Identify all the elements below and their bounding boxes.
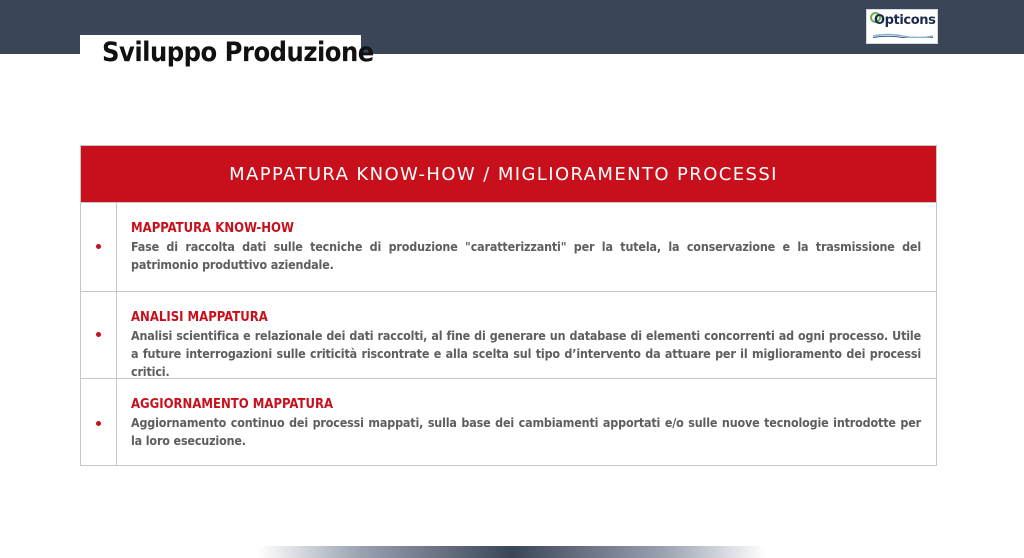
- row-description: Aggiornamento continuo dei processi mappati, sulla base dei cambiamenti apportati e/o sulle nuove tecnologie introdotte per la loro esecuzione.: [131, 415, 921, 448]
- row-title: ANALISI MAPPATURA: [131, 310, 268, 325]
- table-heading: MAPPATURA KNOW-HOW / MIGLIORAMENTO PROCESSI: [229, 163, 778, 185]
- row-title: AGGIORNAMENTO MAPPATURA: [131, 397, 334, 412]
- bullet-dot-icon: [96, 421, 101, 426]
- bullet-cell: [81, 292, 117, 378]
- table-row: [81, 378, 936, 466]
- bullet-dot-icon: [96, 332, 101, 337]
- row-title: MAPPATURA KNOW-HOW: [131, 221, 294, 236]
- content-cell: [117, 292, 936, 378]
- bullet-dot-icon: [96, 244, 101, 249]
- bullet-cell: [81, 379, 117, 466]
- bullet-cell: [81, 203, 117, 291]
- table-row: [81, 291, 936, 378]
- company-logo: [866, 9, 938, 44]
- page-title: Sviluppo Produzione: [102, 37, 374, 68]
- process-table: [80, 145, 937, 466]
- table-row: [81, 202, 936, 291]
- row-description: Fase di raccolta dati sulle tecniche di produzione "caratterizzanti" per la tutela, la conservazione e la trasmissione del patrimonio produttivo aziendale.: [131, 239, 921, 272]
- logo-text: Opticons: [874, 13, 936, 28]
- title-box: [80, 35, 374, 75]
- bottom-decorative-bar: [258, 546, 766, 558]
- table-header: [81, 146, 936, 202]
- content-cell: [117, 203, 936, 291]
- logo-wave-icon: [873, 33, 933, 38]
- row-description: Analisi scientifica e relazionale dei dati raccolti, al fine di generare un database di elementi concorrenti ad ogni processo. Utile a future interrogazioni sulle criticità riscontrate e alla scelta sul tipo d’intervento da attuare per il miglioramento dei processi critici.: [131, 328, 921, 379]
- content-cell: [117, 379, 936, 466]
